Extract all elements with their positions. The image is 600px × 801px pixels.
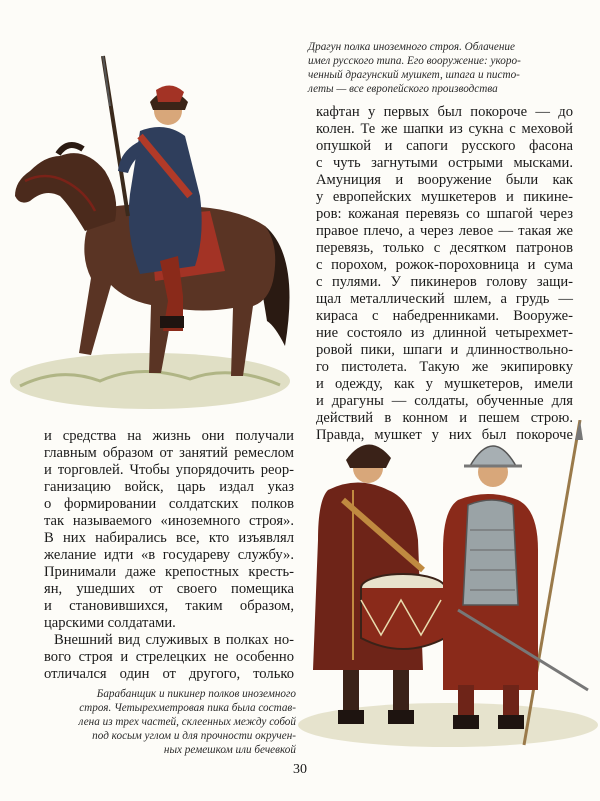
text-line: и торговлей. Чтобы упорядочить реор- bbox=[44, 462, 294, 478]
text-line: и средства на жизнь они получали bbox=[44, 428, 294, 444]
text-line: о формировании солдатских полков bbox=[44, 496, 294, 512]
caption-line: ченный драгунский мушкет, шпага и писто- bbox=[308, 69, 520, 81]
text-line: ров: кожаная перевязь со шпагой через bbox=[316, 206, 573, 222]
text-line: с порохом, рожок-пороховница и сума bbox=[316, 257, 573, 273]
text-line: правое плечо, а через левое — такая же bbox=[316, 223, 573, 239]
text-line: ровой пики, шпаги и длинноствольно- bbox=[316, 342, 573, 358]
caption-line: Барабанщик и пикинер полков иноземного bbox=[96, 688, 296, 700]
caption-line: имел русского типа. Его вооружение: укоро- bbox=[308, 55, 521, 67]
text-line: и драгуны — солдаты, обученные для bbox=[316, 393, 573, 409]
right-text-column bbox=[316, 104, 573, 444]
text-line: желание идти «в государеву службу». bbox=[44, 547, 294, 563]
text-line: с пулями. У пикинеров голову защи- bbox=[316, 274, 573, 290]
text-line: перевязь, только с десятком патронов bbox=[316, 240, 573, 256]
text-line: колен. Те же шапки из сукна с меховой bbox=[316, 121, 573, 137]
left-text-column bbox=[44, 428, 294, 683]
text-line: у европейских мушкетеров и пикине- bbox=[316, 189, 573, 205]
text-line: кафтан у первых был покороче — до bbox=[316, 104, 573, 120]
caption-line: под косым углом и для прочности окручен- bbox=[92, 730, 296, 742]
text-line: го пистолета. Такую же экипировку bbox=[316, 359, 573, 375]
text-line: Правда, мушкет у них был покороче bbox=[316, 427, 573, 443]
text-line: вого строя и стрелецких не особенно bbox=[44, 649, 294, 665]
caption-line: лена из трех частей, склеенных между собой bbox=[78, 716, 296, 728]
caption-drummer-pikeman bbox=[38, 687, 296, 757]
text-line: Принимали даже крепостных кресть- bbox=[44, 564, 294, 580]
caption-line: Драгун полка иноземного строя. Облачение bbox=[308, 41, 515, 53]
text-line: Внешний вид служивых в полках но- bbox=[54, 632, 294, 648]
page-number: 30 bbox=[293, 762, 307, 777]
dragoon-illustration bbox=[0, 36, 305, 416]
text-line: царскими солдатами. bbox=[44, 615, 176, 631]
drummer-and-pikeman-illustration bbox=[298, 420, 600, 750]
caption-line: строя. Четырехметровая пика была состав- bbox=[79, 702, 296, 714]
text-line: ние состояло из длинной четырехмет- bbox=[316, 325, 573, 341]
text-line: В них набирались все, кто изъявлял bbox=[44, 530, 294, 546]
text-line: щал металлический шлем, а грудь — bbox=[316, 291, 573, 307]
text-line: и становившихся, таким образом, bbox=[44, 598, 294, 614]
text-line: отличался один от другого, только bbox=[44, 666, 294, 682]
text-line: ян, ушедших от своего помещика bbox=[44, 581, 294, 597]
text-line: и одежду, как у мушкетеров, имели bbox=[316, 376, 573, 392]
text-line: ганизацию войск, царь издал указ bbox=[44, 479, 294, 495]
text-line: кираса с набедренниками. Вооруже- bbox=[316, 308, 573, 324]
text-line: действий в конном и пешем строю. bbox=[316, 410, 573, 426]
caption-line: ных ремешком или бечевкой bbox=[163, 744, 296, 756]
text-line: так называемого «иноземного строя». bbox=[44, 513, 294, 529]
text-line: главным образом от занятий ремеслом bbox=[44, 445, 294, 461]
caption-line: леты — все европейского производства bbox=[308, 83, 498, 95]
caption-dragoon bbox=[308, 40, 570, 96]
text-line: Амуниция и вооружение были как bbox=[316, 172, 573, 188]
text-line: с чуть загнутыми острыми мысками. bbox=[316, 155, 573, 171]
text-line: опушкой и сапоги русского фасона bbox=[316, 138, 573, 154]
